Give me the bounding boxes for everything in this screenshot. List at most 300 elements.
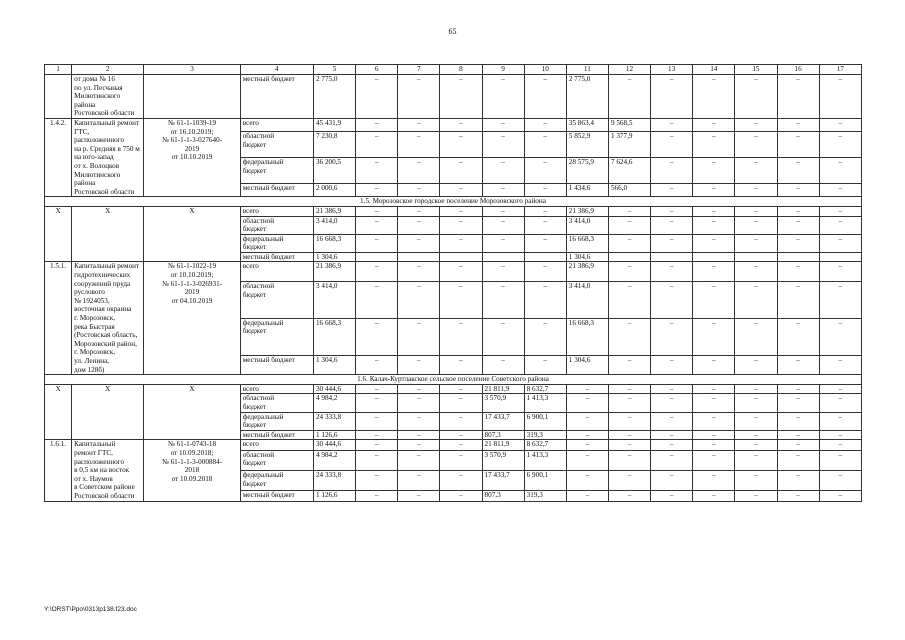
- dash-cell: –: [566, 490, 608, 501]
- value-cell: 1 377,9: [608, 132, 650, 158]
- permit-docs-cell: [144, 262, 240, 375]
- value-cell: 21 386,9: [566, 262, 608, 281]
- dash-cell: –: [819, 318, 861, 355]
- x-mark-cell: Х: [72, 206, 144, 262]
- value-cell: 24 333,8: [313, 470, 355, 490]
- dash-cell: –: [356, 470, 398, 490]
- dash-cell: –: [398, 430, 440, 440]
- dash-cell: –: [524, 158, 566, 184]
- section-title: 1.6. Калач-Куртлакское сельское поселение Советского района: [45, 375, 862, 385]
- table-row: [45, 262, 862, 281]
- dash-cell: –: [566, 412, 608, 430]
- dash-cell: –: [566, 450, 608, 470]
- dash-cell: –: [651, 183, 693, 197]
- dash-cell: –: [651, 262, 693, 281]
- dash-cell: –: [651, 234, 693, 252]
- x-mark-cell: Х: [72, 384, 144, 440]
- dash-cell: –: [777, 262, 819, 281]
- budget-type-line: всего: [242, 262, 259, 271]
- budget-type-cell: [240, 281, 313, 318]
- dash-cell: [693, 252, 735, 262]
- dash-cell: –: [356, 118, 398, 132]
- header-row: [45, 65, 862, 75]
- item-number-cell: 1.5.1.: [45, 262, 72, 375]
- budget-type-cell: [240, 440, 313, 451]
- dash-cell: –: [735, 394, 777, 412]
- dash-cell: –: [777, 412, 819, 430]
- dash-cell: –: [608, 470, 650, 490]
- object-name-line: в Советском районе: [74, 483, 135, 492]
- dash-cell: –: [356, 355, 398, 374]
- dash-cell: –: [608, 75, 650, 119]
- value-cell: 1 304,6: [313, 252, 355, 262]
- permit-doc-line: № 61-1-1-3-000884-: [161, 457, 223, 466]
- dash-cell: –: [356, 158, 398, 184]
- dash-cell: –: [440, 216, 482, 234]
- dash-cell: –: [651, 318, 693, 355]
- dash-cell: –: [440, 234, 482, 252]
- dash-cell: –: [777, 281, 819, 318]
- dash-cell: –: [440, 440, 482, 451]
- dash-cell: –: [777, 394, 819, 412]
- value-cell: 7 230,8: [313, 132, 355, 158]
- budget-type-cell: [240, 158, 313, 184]
- budget-type-line: областной: [242, 132, 275, 141]
- value-cell: 6 900,1: [524, 470, 566, 490]
- value-cell: 17 433,7: [482, 470, 524, 490]
- value-cell: 3 414,0: [313, 281, 355, 318]
- value-cell: 8 632,7: [524, 440, 566, 451]
- dash-cell: –: [524, 234, 566, 252]
- object-name-line: ул. Ленина,: [74, 357, 110, 365]
- object-name-line: по ул. Песчаная: [74, 83, 123, 92]
- dash-cell: [777, 252, 819, 262]
- object-name-line: ремонт ГТС,: [74, 448, 113, 457]
- dash-cell: –: [440, 158, 482, 184]
- dash-cell: –: [440, 75, 482, 119]
- dash-cell: –: [777, 430, 819, 440]
- dash-cell: –: [398, 450, 440, 470]
- value-cell: 21 386,9: [313, 206, 355, 216]
- dash-cell: –: [440, 262, 482, 281]
- budget-type-line: местный бюджет: [242, 252, 295, 261]
- dash-cell: –: [693, 355, 735, 374]
- dash-cell: –: [356, 206, 398, 216]
- header-cell: 4: [240, 65, 313, 75]
- header-cell: 8: [440, 65, 482, 75]
- dash-cell: –: [566, 470, 608, 490]
- header-cell: 16: [777, 65, 819, 75]
- value-cell: 319,3: [524, 430, 566, 440]
- header-cell: 1: [45, 65, 72, 75]
- permit-doc-line: 2019: [184, 144, 200, 153]
- object-name-line: Ростовской области: [74, 491, 135, 500]
- dash-cell: –: [693, 206, 735, 216]
- dash-cell: –: [608, 318, 650, 355]
- object-name-cell: [72, 262, 144, 375]
- object-name-line: (Ростовская область,: [74, 331, 138, 340]
- dash-cell: –: [777, 440, 819, 451]
- dash-cell: [356, 252, 398, 262]
- budget-type-line: областной: [242, 394, 275, 403]
- object-name-line: гидротехнических: [74, 271, 131, 280]
- dash-cell: –: [608, 412, 650, 430]
- budget-type-cell: [240, 118, 313, 132]
- x-mark-cell: Х: [144, 206, 240, 262]
- dash-cell: –: [398, 490, 440, 501]
- dash-cell: –: [482, 281, 524, 318]
- dash-cell: –: [735, 234, 777, 252]
- dash-cell: –: [608, 216, 650, 234]
- object-name-line: района: [74, 179, 96, 188]
- object-name-line: Капитальный: [74, 440, 116, 449]
- object-name-line: от х. Наумов: [74, 474, 113, 483]
- dash-cell: –: [819, 216, 861, 234]
- permit-doc-line: от 10.10.2019: [171, 153, 213, 162]
- object-name-line: руслового: [74, 288, 105, 297]
- dash-cell: –: [566, 440, 608, 451]
- dash-cell: –: [777, 490, 819, 501]
- dash-cell: –: [524, 355, 566, 374]
- x-mark-cell: Х: [45, 206, 72, 262]
- budget-type-cell: [240, 430, 313, 440]
- value-cell: 4 984,2: [313, 450, 355, 470]
- dash-cell: –: [608, 394, 650, 412]
- object-name-cell: [72, 118, 144, 196]
- object-name-line: расположенного: [74, 136, 125, 145]
- dash-cell: –: [651, 470, 693, 490]
- dash-cell: –: [608, 234, 650, 252]
- dash-cell: –: [819, 490, 861, 501]
- dash-cell: –: [398, 281, 440, 318]
- header-cell: 7: [398, 65, 440, 75]
- dash-cell: –: [356, 262, 398, 281]
- dash-cell: –: [482, 355, 524, 374]
- budget-type-line: всего: [242, 118, 259, 127]
- budget-type-line: всего: [242, 440, 259, 449]
- dash-cell: –: [693, 412, 735, 430]
- value-cell: 807,3: [482, 490, 524, 501]
- permit-doc-line: № 61-1-1-3-027640-: [161, 136, 223, 145]
- dash-cell: –: [777, 318, 819, 355]
- dash-cell: –: [398, 470, 440, 490]
- permit-docs-cell: [144, 75, 240, 119]
- dash-cell: –: [356, 394, 398, 412]
- dash-cell: –: [651, 412, 693, 430]
- value-cell: 21 386,9: [313, 262, 355, 281]
- dash-cell: –: [398, 262, 440, 281]
- dash-cell: –: [608, 262, 650, 281]
- header-cell: 14: [693, 65, 735, 75]
- dash-cell: –: [482, 234, 524, 252]
- dash-cell: –: [819, 183, 861, 197]
- dash-cell: –: [356, 440, 398, 451]
- dash-cell: –: [398, 158, 440, 184]
- item-number-cell: 1.4.2.: [45, 118, 72, 196]
- budget-type-line: местный бюджет: [242, 430, 295, 439]
- dash-cell: –: [735, 75, 777, 119]
- table-row: [45, 75, 862, 119]
- dash-cell: –: [524, 262, 566, 281]
- budget-type-line: всего: [242, 206, 259, 215]
- dash-cell: [524, 252, 566, 262]
- dash-cell: –: [735, 206, 777, 216]
- dash-cell: –: [735, 132, 777, 158]
- dash-cell: –: [693, 75, 735, 119]
- table-body: [45, 65, 862, 502]
- dash-cell: –: [524, 75, 566, 119]
- item-number-cell: [45, 75, 72, 119]
- budget-type-line: бюджет: [242, 459, 267, 468]
- budget-type-cell: [240, 318, 313, 355]
- value-cell: 2 775,0: [313, 75, 355, 119]
- dash-cell: –: [398, 394, 440, 412]
- dash-cell: –: [819, 281, 861, 318]
- value-cell: 9 568,5: [608, 118, 650, 132]
- dash-cell: –: [819, 158, 861, 184]
- dash-cell: –: [651, 384, 693, 394]
- dash-cell: –: [777, 384, 819, 394]
- permit-doc-line: от 04.10.2019: [171, 296, 213, 305]
- dash-cell: –: [651, 206, 693, 216]
- dash-cell: –: [398, 412, 440, 430]
- dash-cell: –: [693, 234, 735, 252]
- value-cell: 807,3: [482, 430, 524, 440]
- dash-cell: –: [777, 206, 819, 216]
- dash-cell: –: [693, 450, 735, 470]
- section-row: [45, 375, 862, 385]
- dash-cell: –: [819, 384, 861, 394]
- budget-type-cell: [240, 183, 313, 197]
- dash-cell: –: [524, 132, 566, 158]
- table-row: [45, 206, 862, 216]
- budget-type-line: местный бюджет: [242, 355, 295, 364]
- permit-docs-cell: [144, 118, 240, 196]
- object-name-line: расположенного: [74, 457, 125, 466]
- dash-cell: –: [735, 158, 777, 184]
- dash-cell: –: [608, 440, 650, 451]
- header-cell: 11: [566, 65, 608, 75]
- dash-cell: –: [651, 394, 693, 412]
- dash-cell: –: [524, 206, 566, 216]
- dash-cell: –: [398, 132, 440, 158]
- dash-cell: –: [524, 281, 566, 318]
- permit-doc-line: 2018: [184, 466, 200, 475]
- value-cell: 21 386,9: [566, 206, 608, 216]
- value-cell: 16 668,3: [313, 318, 355, 355]
- object-name-line: г. Морозовск,: [74, 314, 116, 323]
- object-name-line: г. Морозовск,: [74, 348, 116, 357]
- value-cell: 1 304,6: [566, 252, 608, 262]
- dash-cell: –: [693, 216, 735, 234]
- value-cell: 35 863,4: [566, 118, 608, 132]
- budget-type-line: бюджет: [242, 141, 267, 150]
- budget-type-line: бюджет: [242, 243, 267, 252]
- table-row: [45, 440, 862, 451]
- dash-cell: –: [693, 394, 735, 412]
- budget-type-line: бюджет: [242, 225, 267, 234]
- dash-cell: –: [693, 132, 735, 158]
- dash-cell: –: [356, 234, 398, 252]
- value-cell: 28 575,9: [566, 158, 608, 184]
- dash-cell: –: [651, 132, 693, 158]
- header-cell: 3: [144, 65, 240, 75]
- budget-type-cell: [240, 470, 313, 490]
- dash-cell: –: [440, 450, 482, 470]
- dash-cell: –: [777, 470, 819, 490]
- x-mark-cell: Х: [144, 384, 240, 440]
- value-cell: 36 200,5: [313, 158, 355, 184]
- dash-cell: –: [735, 318, 777, 355]
- object-name-cell: [72, 440, 144, 501]
- dash-cell: –: [524, 183, 566, 197]
- dash-cell: –: [482, 216, 524, 234]
- value-cell: 4 984,2: [313, 394, 355, 412]
- permit-docs-cell: [144, 440, 240, 501]
- dash-cell: –: [398, 216, 440, 234]
- dash-cell: –: [777, 450, 819, 470]
- value-cell: 30 444,6: [313, 384, 355, 394]
- item-number-cell: 1.6.1.: [45, 440, 72, 501]
- page-number: 65: [448, 27, 457, 36]
- value-cell: 1 413,3: [524, 450, 566, 470]
- dash-cell: –: [819, 355, 861, 374]
- budget-type-line: бюджет: [242, 402, 267, 411]
- value-cell: 1 304,6: [313, 355, 355, 374]
- dash-cell: –: [651, 216, 693, 234]
- dash-cell: –: [524, 318, 566, 355]
- value-cell: 16 668,3: [566, 234, 608, 252]
- dash-cell: –: [566, 394, 608, 412]
- dash-cell: –: [819, 470, 861, 490]
- dash-cell: –: [440, 470, 482, 490]
- value-cell: 30 444,6: [313, 440, 355, 451]
- dash-cell: –: [693, 384, 735, 394]
- budget-type-cell: [240, 234, 313, 252]
- dash-cell: –: [440, 206, 482, 216]
- dash-cell: –: [693, 158, 735, 184]
- section-row: [45, 197, 862, 207]
- dash-cell: –: [819, 450, 861, 470]
- budget-type-cell: [240, 355, 313, 374]
- object-name-line: река Быстрая: [74, 322, 115, 331]
- dash-cell: –: [819, 440, 861, 451]
- dash-cell: –: [566, 430, 608, 440]
- dash-cell: –: [651, 440, 693, 451]
- value-cell: 2 775,0: [566, 75, 608, 119]
- value-cell: 45 431,9: [313, 118, 355, 132]
- dash-cell: –: [398, 118, 440, 132]
- dash-cell: –: [819, 234, 861, 252]
- dash-cell: –: [566, 384, 608, 394]
- object-name-line: Милютинского: [74, 92, 121, 101]
- table-row: [45, 384, 862, 394]
- dash-cell: –: [693, 183, 735, 197]
- dash-cell: [651, 252, 693, 262]
- dash-cell: –: [777, 132, 819, 158]
- value-cell: 1 126,6: [313, 490, 355, 501]
- dash-cell: –: [777, 216, 819, 234]
- value-cell: 3 414,0: [313, 216, 355, 234]
- value-cell: 1 126,6: [313, 430, 355, 440]
- dash-cell: –: [482, 206, 524, 216]
- dash-cell: –: [608, 206, 650, 216]
- budget-type-line: областной: [242, 450, 275, 459]
- dash-cell: [735, 252, 777, 262]
- dash-cell: –: [693, 318, 735, 355]
- dash-cell: –: [482, 132, 524, 158]
- budget-type-cell: местный бюджет: [240, 75, 313, 119]
- dash-cell: –: [651, 430, 693, 440]
- dash-cell: –: [356, 450, 398, 470]
- dash-cell: –: [440, 183, 482, 197]
- table-row: [45, 118, 862, 132]
- header-cell: 9: [482, 65, 524, 75]
- dash-cell: –: [693, 281, 735, 318]
- dash-cell: [440, 252, 482, 262]
- dash-cell: –: [735, 281, 777, 318]
- dash-cell: –: [651, 118, 693, 132]
- dash-cell: –: [608, 384, 650, 394]
- dash-cell: –: [440, 384, 482, 394]
- object-name-line: сооружений пруда: [74, 279, 131, 288]
- budget-type-line: федеральный: [242, 412, 284, 421]
- dash-cell: –: [440, 412, 482, 430]
- header-cell: 6: [356, 65, 398, 75]
- permit-doc-line: от 10.10.2019;: [170, 271, 214, 280]
- object-name-line: района: [74, 100, 96, 109]
- dash-cell: [482, 252, 524, 262]
- dash-cell: –: [398, 75, 440, 119]
- dash-cell: –: [777, 158, 819, 184]
- permit-doc-line: 2019: [184, 288, 200, 297]
- object-name-line: № 1924053,: [74, 296, 110, 305]
- budget-type-line: федеральный: [242, 158, 284, 167]
- dash-cell: –: [777, 355, 819, 374]
- object-name-line: ГТС,: [74, 127, 90, 136]
- header-cell: 2: [72, 65, 144, 75]
- dash-cell: –: [651, 158, 693, 184]
- dash-cell: –: [440, 394, 482, 412]
- dash-cell: –: [482, 118, 524, 132]
- object-name-line: Морозовский район,: [74, 339, 137, 348]
- dash-cell: –: [735, 216, 777, 234]
- dash-cell: –: [440, 430, 482, 440]
- dash-cell: –: [693, 262, 735, 281]
- header-cell: 5: [313, 65, 355, 75]
- dash-cell: –: [482, 262, 524, 281]
- budget-type-line: всего: [242, 384, 259, 393]
- budget-type-line: областной: [242, 281, 275, 290]
- value-cell: 16 668,3: [566, 318, 608, 355]
- header-cell: 10: [524, 65, 566, 75]
- dash-cell: –: [356, 216, 398, 234]
- permit-doc-line: № 61-1-1-3-026931-: [161, 279, 223, 288]
- budget-type-line: местный бюджет: [242, 183, 295, 192]
- budget-type-cell: [240, 384, 313, 394]
- dash-cell: –: [356, 75, 398, 119]
- dash-cell: –: [651, 490, 693, 501]
- dash-cell: –: [819, 118, 861, 132]
- budget-type-line: бюджет: [242, 290, 267, 299]
- budget-type-line: федеральный: [242, 318, 284, 327]
- object-name-line: на р. Средняя в 750 м: [74, 144, 140, 153]
- dash-cell: –: [819, 394, 861, 412]
- dash-cell: –: [777, 183, 819, 197]
- budget-type-cell: [240, 412, 313, 430]
- value-cell: 7 624,6: [608, 158, 650, 184]
- object-name-line: Капитальный ремонт: [74, 118, 140, 127]
